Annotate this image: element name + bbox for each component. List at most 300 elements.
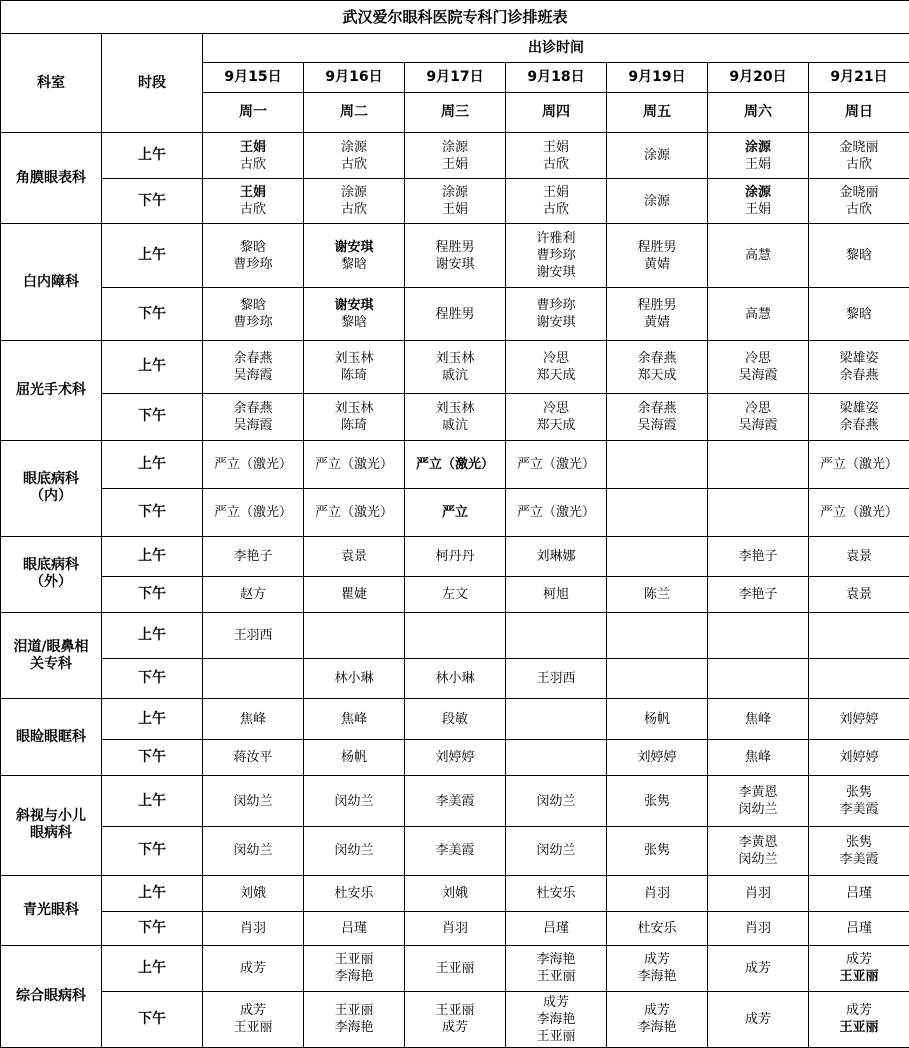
- doctor-name: 赵方: [239, 586, 266, 602]
- schedule-cell: [203, 776, 304, 827]
- schedule-cell: [809, 393, 909, 440]
- doctor-name: 古欣: [340, 156, 367, 172]
- schedule-cell: [607, 576, 708, 612]
- schedule-cell: [809, 576, 909, 612]
- doctor-name: 袁景: [846, 586, 873, 602]
- period-label: 上午: [102, 699, 203, 740]
- doctor-name: 袁景: [340, 548, 367, 564]
- doctor-name: 李海艳: [637, 969, 677, 985]
- schedule-cell: [304, 699, 405, 740]
- doctor-name: 王亚丽: [536, 1028, 576, 1044]
- schedule-cell: [607, 911, 708, 945]
- period-label: 上午: [102, 612, 203, 658]
- doctor-name: 程胜男: [435, 306, 475, 322]
- schedule-cell: [506, 440, 607, 488]
- schedule-cell: [506, 536, 607, 576]
- doctor-name: 古欣: [340, 202, 367, 218]
- schedule-cell: [304, 827, 405, 875]
- doctor-name: 谢安琪: [435, 256, 475, 272]
- doctor-name: 涂源: [340, 139, 367, 155]
- doctor-name: 黄婧: [643, 315, 670, 331]
- doctor-name: 刘婷婷: [839, 750, 879, 766]
- schedule-cell: [304, 612, 405, 658]
- doctor-name: 肖羽: [744, 920, 771, 936]
- schedule-cell: [405, 341, 506, 393]
- doctor-name: 王娟: [744, 202, 771, 218]
- department-name: 眼睑眼眶科: [1, 699, 102, 776]
- schedule-row: [1, 341, 909, 393]
- date-header: 9月17日: [405, 63, 506, 93]
- doctor-name: 吕瑾: [846, 920, 873, 936]
- schedule-cell: [506, 133, 607, 179]
- doctor-name: 吕瑾: [846, 885, 873, 901]
- doctor-name: 李海艳: [536, 952, 576, 968]
- doctor-name: 严立: [441, 504, 468, 520]
- doctor-name: 段敏: [441, 711, 468, 727]
- doctor-name: 高慧: [744, 248, 771, 264]
- doctor-name: 闵幼兰: [738, 802, 778, 818]
- schedule-cell: [203, 612, 304, 658]
- schedule-cell: [607, 179, 708, 224]
- department-name: 泪道/眼鼻相 关专科: [1, 612, 102, 698]
- doctor-name: 张隽: [643, 843, 670, 859]
- doctor-name: 刘玉林: [334, 350, 374, 366]
- schedule-cell: [405, 440, 506, 488]
- doctor-name: 吴海霞: [738, 417, 778, 433]
- schedule-row: [1, 576, 909, 612]
- doctor-name: 瞿婕: [340, 586, 367, 602]
- schedule-cell: [607, 224, 708, 288]
- doctor-name: 杜安乐: [637, 920, 677, 936]
- doctor-name: 余春燕: [233, 350, 273, 366]
- schedule-cell: [203, 659, 304, 699]
- doctor-name: 闵幼兰: [738, 851, 778, 867]
- doctor-name: 李艳子: [233, 548, 273, 564]
- schedule-cell: [607, 612, 708, 658]
- schedule-cell: [708, 393, 809, 440]
- doctor-name: 李艳子: [738, 548, 778, 564]
- period-label: 下午: [102, 827, 203, 875]
- doctor-name: 焦峰: [744, 750, 771, 766]
- doctor-name: 王亚丽: [435, 1003, 475, 1019]
- doctor-name: 成芳: [744, 1011, 771, 1027]
- schedule-cell: [809, 612, 909, 658]
- schedule-cell: [405, 612, 506, 658]
- doctor-name: 成芳: [643, 952, 670, 968]
- schedule-row: [1, 179, 909, 224]
- schedule-cell: [809, 440, 909, 488]
- schedule-cell: [607, 440, 708, 488]
- doctor-name: 王羽西: [233, 628, 273, 644]
- doctor-name: 古欣: [542, 156, 569, 172]
- period-label: 上午: [102, 776, 203, 827]
- schedule-cell: [607, 393, 708, 440]
- doctor-name: 王亚丽: [334, 1003, 374, 1019]
- doctor-name: 李黄恩: [738, 785, 778, 801]
- schedule-cell: [708, 288, 809, 341]
- doctor-name: 李美霞: [435, 843, 475, 859]
- schedule-cell: [506, 612, 607, 658]
- doctor-name: 余春燕: [637, 400, 677, 416]
- weekday-header: 周一: [203, 93, 304, 133]
- schedule-cell: [506, 911, 607, 945]
- schedule-cell: [708, 576, 809, 612]
- schedule-cell: [405, 179, 506, 224]
- doctor-name: 王羽西: [536, 671, 576, 687]
- schedule-cell: [506, 740, 607, 776]
- weekday-header: 周五: [607, 93, 708, 133]
- schedule-row: [1, 875, 909, 911]
- period-label: 下午: [102, 911, 203, 945]
- doctor-name: 张隽: [643, 793, 670, 809]
- schedule-cell: [809, 740, 909, 776]
- doctor-name: 谢安琪: [334, 239, 374, 255]
- doctor-name: 严立（激光）: [213, 504, 292, 520]
- period-label: 下午: [102, 288, 203, 341]
- schedule-row: [1, 224, 909, 288]
- doctor-name: 李海艳: [334, 969, 374, 985]
- doctor-name: 闵幼兰: [536, 843, 576, 859]
- doctor-name: 杜安乐: [334, 885, 374, 901]
- doctor-name: 黎晗: [340, 256, 367, 272]
- schedule-cell: [304, 659, 405, 699]
- doctor-name: 黎晗: [846, 248, 873, 264]
- department-name: 角膜眼表科: [1, 133, 102, 224]
- schedule-cell: [607, 536, 708, 576]
- doctor-name: 成芳: [239, 960, 266, 976]
- schedule-cell: [809, 341, 909, 393]
- department-name: 白内障科: [1, 224, 102, 341]
- schedule-row: [1, 776, 909, 827]
- schedule-cell: [708, 179, 809, 224]
- doctor-name: 谢安琪: [334, 298, 374, 314]
- doctor-name: 戚沆: [441, 417, 468, 433]
- doctor-name: 王亚丽: [839, 969, 879, 985]
- doctor-name: 焦峰: [340, 711, 367, 727]
- doctor-name: 李美霞: [435, 793, 475, 809]
- schedule-cell: [708, 133, 809, 179]
- doctor-name: 吕瑾: [340, 920, 367, 936]
- schedule-cell: [506, 945, 607, 991]
- schedule-row: [1, 612, 909, 658]
- doctor-name: 成芳: [643, 1003, 670, 1019]
- doctor-name: 王娟: [441, 156, 468, 172]
- doctor-name: 古欣: [846, 202, 873, 218]
- doctor-name: 黎晗: [846, 306, 873, 322]
- schedule-row: [1, 488, 909, 536]
- doctor-name: 李美霞: [839, 851, 879, 867]
- schedule-cell: [607, 699, 708, 740]
- schedule-cell: [506, 699, 607, 740]
- doctor-name: 李艳子: [738, 586, 778, 602]
- doctor-name: 梁雄姿: [839, 350, 879, 366]
- period-label: 上午: [102, 875, 203, 911]
- doctor-name: 吴海霞: [637, 417, 677, 433]
- schedule-cell: [203, 576, 304, 612]
- schedule-row: [1, 827, 909, 875]
- doctor-name: 余春燕: [839, 417, 879, 433]
- doctor-name: 成芳: [846, 952, 873, 968]
- doctor-name: 李美霞: [839, 802, 879, 818]
- doctor-name: 谢安琪: [536, 315, 576, 331]
- doctor-name: 严立（激光）: [820, 504, 899, 520]
- doctor-name: 杨帆: [340, 750, 367, 766]
- schedule-cell: [809, 911, 909, 945]
- doctor-name: 闵幼兰: [334, 843, 374, 859]
- doctor-name: 成芳: [846, 1003, 873, 1019]
- schedule-cell: [405, 740, 506, 776]
- schedule-cell: [405, 288, 506, 341]
- schedule-cell: [506, 875, 607, 911]
- schedule-cell: [708, 699, 809, 740]
- doctor-name: 刘娥: [239, 885, 266, 901]
- period-label: 上午: [102, 536, 203, 576]
- schedule-row: [1, 536, 909, 576]
- period-label: 下午: [102, 488, 203, 536]
- doctor-name: 黄婧: [643, 256, 670, 272]
- department-name: 斜视与小儿 眼病科: [1, 776, 102, 875]
- doctor-name: 刘婷婷: [839, 711, 879, 727]
- schedule-cell: [304, 393, 405, 440]
- doctor-name: 黎晗: [239, 298, 266, 314]
- doctor-name: 李海艳: [334, 1020, 374, 1036]
- schedule-cell: [405, 991, 506, 1047]
- doctor-name: 曹珍珎: [233, 315, 273, 331]
- doctor-name: 吕瑾: [542, 920, 569, 936]
- doctor-name: 涂源: [340, 185, 367, 201]
- page-title: 武汉爱尔眼科医院专科门诊排班表: [1, 1, 909, 34]
- doctor-name: 刘玉林: [334, 400, 374, 416]
- schedule-cell: [607, 740, 708, 776]
- doctor-name: 严立（激光）: [314, 504, 393, 520]
- doctor-name: 杜安乐: [536, 885, 576, 901]
- doctor-name: 戚沆: [441, 367, 468, 383]
- period-header: 时段: [102, 34, 203, 133]
- doctor-name: 程胜男: [637, 239, 677, 255]
- schedule-cell: [607, 659, 708, 699]
- doctor-name: 涂源: [744, 185, 771, 201]
- schedule-cell: [607, 488, 708, 536]
- schedule-cell: [708, 341, 809, 393]
- schedule-cell: [809, 945, 909, 991]
- schedule-cell: [405, 488, 506, 536]
- period-label: 下午: [102, 393, 203, 440]
- doctor-name: 成芳: [542, 994, 569, 1010]
- schedule-cell: [405, 875, 506, 911]
- doctor-name: 严立（激光）: [314, 456, 393, 472]
- period-label: 下午: [102, 659, 203, 699]
- schedule-cell: [304, 945, 405, 991]
- doctor-name: 严立（激光）: [516, 504, 595, 520]
- schedule-cell: [203, 288, 304, 341]
- doctor-name: 高慧: [744, 306, 771, 322]
- doctor-name: 成芳: [441, 1020, 468, 1036]
- doctor-name: 曹珍珎: [536, 248, 576, 264]
- doctor-name: 刘婷婷: [637, 750, 677, 766]
- doctor-name: 李海艳: [536, 1011, 576, 1027]
- doctor-name: 梁雄姿: [839, 400, 879, 416]
- doctor-name: 刘婷婷: [435, 750, 475, 766]
- doctor-name: 肖羽: [744, 885, 771, 901]
- period-label: 下午: [102, 740, 203, 776]
- schedule-cell: [203, 740, 304, 776]
- doctor-name: 王亚丽: [334, 952, 374, 968]
- doctor-name: 陈琦: [340, 367, 367, 383]
- schedule-cell: [203, 945, 304, 991]
- schedule-cell: [708, 659, 809, 699]
- department-name: 屈光手术科: [1, 341, 102, 440]
- doctor-name: 涂源: [643, 148, 670, 164]
- schedule-cell: [809, 536, 909, 576]
- schedule-cell: [304, 488, 405, 536]
- doctor-name: 闵幼兰: [536, 793, 576, 809]
- doctor-name: 古欣: [239, 202, 266, 218]
- schedule-cell: [607, 341, 708, 393]
- schedule-cell: [708, 224, 809, 288]
- schedule-row: [1, 945, 909, 991]
- schedule-cell: [304, 133, 405, 179]
- doctor-name: 程胜男: [435, 239, 475, 255]
- schedule-cell: [405, 576, 506, 612]
- schedule-cell: [607, 133, 708, 179]
- period-label: 上午: [102, 945, 203, 991]
- doctor-name: 余春燕: [637, 350, 677, 366]
- doctor-name: 肖羽: [239, 920, 266, 936]
- doctor-name: 冷思: [744, 350, 771, 366]
- doctor-name: 冷思: [542, 350, 569, 366]
- schedule-cell: [506, 288, 607, 341]
- doctor-name: 肖羽: [643, 885, 670, 901]
- schedule-cell: [405, 945, 506, 991]
- date-header: 9月21日: [809, 63, 909, 93]
- period-label: 上午: [102, 224, 203, 288]
- doctor-name: 曹珍珎: [233, 256, 273, 272]
- schedule-cell: [809, 224, 909, 288]
- schedule-cell: [506, 659, 607, 699]
- schedule-cell: [405, 536, 506, 576]
- doctor-name: 谢安琪: [536, 265, 576, 281]
- schedule-cell: [304, 911, 405, 945]
- doctor-name: 左文: [441, 586, 468, 602]
- doctor-name: 涂源: [441, 185, 468, 201]
- schedule-cell: [607, 827, 708, 875]
- schedule-body: [1, 133, 909, 1048]
- doctor-name: 刘玉林: [435, 350, 475, 366]
- schedule-cell: [304, 224, 405, 288]
- schedule-cell: [708, 612, 809, 658]
- schedule-cell: [203, 991, 304, 1047]
- doctor-name: 王娟: [542, 139, 569, 155]
- schedule-cell: [304, 991, 405, 1047]
- schedule-cell: [506, 776, 607, 827]
- schedule-cell: [304, 536, 405, 576]
- schedule-cell: [203, 341, 304, 393]
- schedule-row: [1, 911, 909, 945]
- doctor-name: 吴海霞: [738, 367, 778, 383]
- doctor-name: 古欣: [542, 202, 569, 218]
- doctor-name: 涂源: [643, 193, 670, 209]
- schedule-cell: [203, 875, 304, 911]
- doctor-name: 严立（激光）: [415, 456, 494, 472]
- doctor-name: 刘玉林: [435, 400, 475, 416]
- schedule-cell: [809, 699, 909, 740]
- doctor-name: 陈兰: [643, 586, 670, 602]
- date-header: 9月15日: [203, 63, 304, 93]
- doctor-name: 刘琳娜: [536, 548, 576, 564]
- doctor-name: 刘娥: [441, 885, 468, 901]
- schedule-cell: [203, 536, 304, 576]
- weekday-header: 周六: [708, 93, 809, 133]
- schedule-row: [1, 659, 909, 699]
- period-label: 下午: [102, 576, 203, 612]
- schedule-cell: [304, 341, 405, 393]
- schedule-row: [1, 393, 909, 440]
- doctor-name: 焦峰: [744, 711, 771, 727]
- schedule-cell: [203, 179, 304, 224]
- period-label: 下午: [102, 179, 203, 224]
- date-header: 9月16日: [304, 63, 405, 93]
- doctor-name: 闵幼兰: [334, 793, 374, 809]
- schedule-cell: [506, 393, 607, 440]
- period-label: 上午: [102, 133, 203, 179]
- schedule-cell: [607, 776, 708, 827]
- schedule-cell: [607, 875, 708, 911]
- schedule-cell: [203, 440, 304, 488]
- schedule-cell: [203, 488, 304, 536]
- schedule-cell: [304, 776, 405, 827]
- doctor-name: 王娟: [239, 139, 266, 155]
- doctor-name: 王娟: [239, 185, 266, 201]
- schedule-cell: [809, 827, 909, 875]
- weekday-header: 周四: [506, 93, 607, 133]
- schedule-cell: [708, 875, 809, 911]
- doctor-name: 程胜男: [637, 298, 677, 314]
- schedule-cell: [203, 911, 304, 945]
- doctor-name: 柯丹丹: [435, 548, 475, 564]
- schedule-cell: [405, 133, 506, 179]
- schedule-cell: [405, 659, 506, 699]
- doctor-name: 闵幼兰: [233, 793, 273, 809]
- schedule-row: [1, 991, 909, 1047]
- weekday-header: 周三: [405, 93, 506, 133]
- schedule-cell: [809, 875, 909, 911]
- dept-header: 科室: [1, 34, 102, 133]
- schedule-cell: [708, 776, 809, 827]
- schedule-cell: [809, 776, 909, 827]
- schedule-cell: [708, 945, 809, 991]
- period-label: 下午: [102, 991, 203, 1047]
- department-name: 眼底病科 （内）: [1, 440, 102, 536]
- schedule-cell: [203, 393, 304, 440]
- schedule-cell: [506, 488, 607, 536]
- schedule-cell: [809, 488, 909, 536]
- doctor-name: 涂源: [441, 139, 468, 155]
- period-label: 上午: [102, 440, 203, 488]
- schedule-cell: [708, 827, 809, 875]
- doctor-name: 金晓丽: [839, 139, 879, 155]
- doctor-name: 李黄恩: [738, 834, 778, 850]
- doctor-name: 陈琦: [340, 417, 367, 433]
- doctor-name: 余春燕: [233, 400, 273, 416]
- doctor-name: 涂源: [744, 139, 771, 155]
- weekday-header: 周日: [809, 93, 909, 133]
- doctor-name: 严立（激光）: [213, 456, 292, 472]
- weekday-header: 周二: [304, 93, 405, 133]
- schedule-cell: [607, 288, 708, 341]
- department-name: 眼底病科 （外）: [1, 536, 102, 612]
- doctor-name: 严立（激光）: [820, 456, 899, 472]
- schedule-cell: [304, 875, 405, 911]
